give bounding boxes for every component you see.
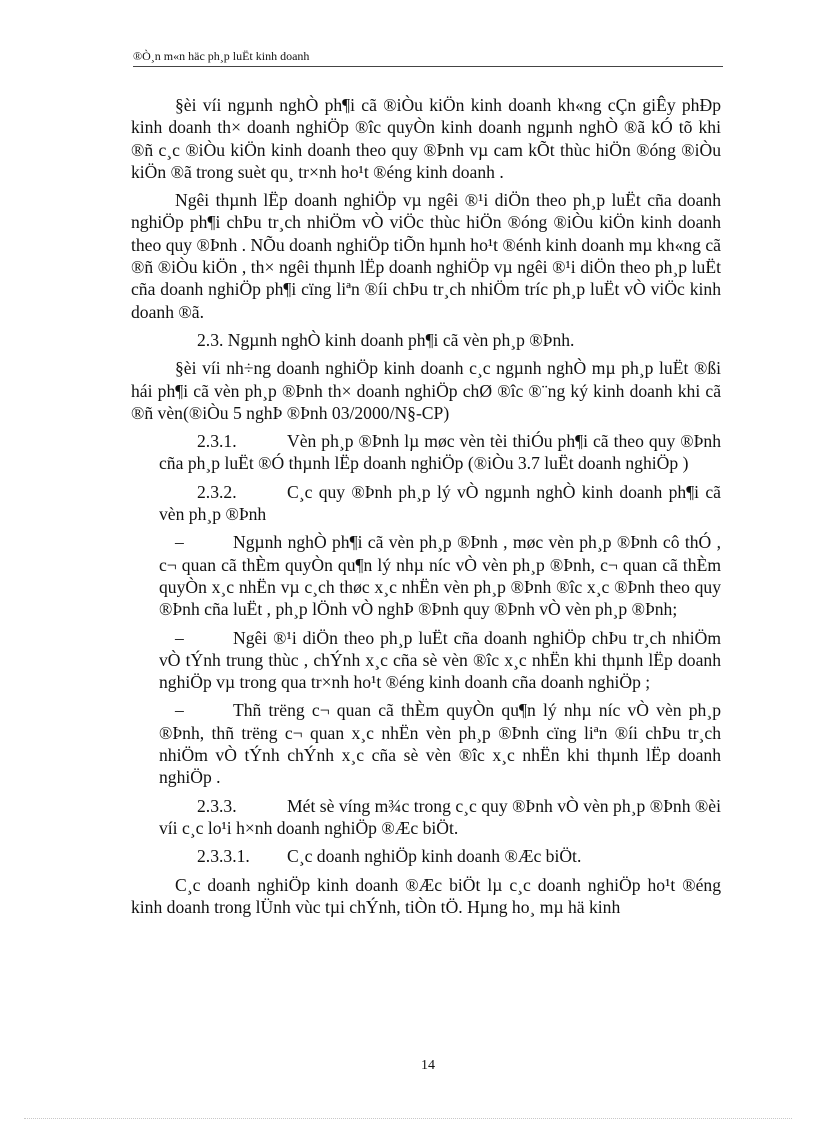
section-heading-2-3: 2.3. Ngµnh nghÒ kinh doanh ph¶i cã vèn ph¸p ®Þnh. xyxy=(197,329,575,350)
bullet-text: Ngµnh nghÒ ph¶i cã vèn ph¸p ®Þnh , møc vèn ph¸p ®Þnh cô thÓ , c¬ quan cã thÈm quyÒn qu¶n lý nhµ níc vÒ vèn ph¸p ®Þnh, c¬ quan cã thÈm quyÒn x¸c nhËn vµ c¸ch thøc x¸c nhËn vèn ph¸p ®Þnh ®îc x¸c ®Þnh theo quy ®Þnh cña luËt , ph¸p lÖnh vÒ nghÞ ®Þnh quy ®Þnh vÒ vèn ph¸p ®Þnh; xyxy=(159,532,721,620)
subsection-number: 2.3.3. xyxy=(197,795,237,816)
bullet-dash: – xyxy=(175,627,184,648)
paragraph-3: §èi víi nh÷ng doanh nghiÖp kinh doanh c¸c ngµnh nghÒ mµ ph¸p luËt ®ßi hái ph¶i cã vèn ph¸p ®Þnh th× doanh nghiÖp chØ ®îc ®¨ng ký kinh doanh khi cã ®ñ vèn(®iÒu 5 nghÞ ®Þnh 03/2000/N§-CP) xyxy=(131,358,721,423)
page-number: 14 xyxy=(421,1058,435,1073)
subsection-2-3-3 xyxy=(131,795,721,840)
page-bottom-divider xyxy=(24,1118,792,1119)
subsection-2-3-3-1 xyxy=(131,845,721,867)
paragraph-4: C¸c doanh nghiÖp kinh doanh ®Æc biÖt lµ c¸c doanh nghiÖp ho¹t ®éng kinh doanh trong lÜnh vùc tµi chÝnh, tiÒn tÖ. Hµng ho¸ mµ hä kinh xyxy=(131,874,721,917)
bullet-text: Ngêi ®¹i diÖn theo ph¸p luËt cña doanh nghiÖp chÞu tr¸ch nhiÖm vÒ tÝnh trung thùc , chÝnh x¸c cña sè vèn ®îc x¸c nhËn khi thµnh lËp doanh nghiÖp vµ trong qua tr×nh ho¹t ®éng kinh doanh cña doanh nghiÖp ; xyxy=(159,627,721,693)
subsection-text: Mét sè víng m¾c trong c¸c quy ®Þnh vÒ vèn ph¸p ®Þnh ®èi víi c¸c lo¹i h×nh doanh nghiÖp ®Æc biÖt. xyxy=(159,795,721,838)
subsection-text: Vèn ph¸p ®Þnh lµ møc vèn tèi thiÓu ph¶i cã theo quy ®Þnh cña ph¸p luËt ®Ó thµnh lËp doanh nghiÖp (®iÒu 3.7 luËt doanh nghiÖp ) xyxy=(159,431,721,474)
subsection-number: 2.3.1. xyxy=(197,431,237,452)
subsection-text: C¸c quy ®Þnh ph¸p lý vÒ ngµnh nghÒ kinh doanh ph¶i cã vèn ph¸p ®Þnh xyxy=(159,481,721,525)
subsection-2-3-1 xyxy=(131,430,721,475)
bullet-dash: – xyxy=(175,532,184,553)
bullet-item-1 xyxy=(131,531,721,620)
paragraph-2: Ngêi thµnh lËp doanh nghiÖp vµ ngêi ®¹i diÖn theo ph¸p luËt cña doanh nghiÖp ph¶i chÞu tr¸ch nhiÖm vÒ viÖc thùc hiÖn ®óng ®iÒu kiÖn kinh doanh theo quy ®Þnh . NÕu doanh nghiÖp tiÕn hµnh ho¹t ®énh kinh doanh mµ kh«ng cã ®ñ ®iÒu kiÖn , th× ngêi thµnh lËp doanh nghiÖp vµ ngêi ®¹i diÖn theo ph¸p luËt cña doanh nghiÖp ph¶i cïng liªn ®íi chÞu tr¸ch nhiÖm tríc ph¸p luËt vÒ viÖc kinh doanh ®ã. xyxy=(131,190,721,322)
subsection-number: 2.3.3.1. xyxy=(197,846,250,867)
document-body xyxy=(131,94,721,924)
subsection-text: C¸c doanh nghiÖp kinh doanh ®Æc biÖt. xyxy=(287,846,582,867)
subsection-2-3-2 xyxy=(131,481,721,526)
bullet-text: Thñ trëng c¬ quan cã thÈm quyÒn qu¶n lý nhµ níc vÒ vèn ph¸p ®Þnh, thñ trëng c¬ quan x¸c nhËn vèn ph¸p ®Þnh cïng liªn ®íi chÞu tr¸ch nhiÖm vÒ tÝnh chÝnh x¸c cña sè vèn ®îc x¸c nhËn khi thµnh lËp doanh nghiÖp . xyxy=(159,700,721,788)
running-header: ®Ò¸n m«n häc ph¸p luËt kinh doanh xyxy=(133,49,723,67)
bullet-item-2 xyxy=(131,627,721,694)
bullet-dash: – xyxy=(175,700,184,721)
bullet-item-3 xyxy=(131,699,721,788)
paragraph-1: §èi víi ngµnh nghÒ ph¶i cã ®iÒu kiÖn kinh doanh kh«ng cÇn giÊy phÐp kinh doanh th× doanh nghiÖp ®îc quyÒn kinh doanh ngµnh nghÒ ®ã kÓ tõ khi ®ñ c¸c ®iÒu kiÖn kinh doanh theo quy ®Þnh vµ cam kÕt thùc hiÖn ®óng ®iÒu kiÖn ®ã trong suèt qu¸ tr×nh ho¹t ®éng kinh doanh . xyxy=(131,95,721,182)
subsection-number: 2.3.2. xyxy=(197,481,237,502)
